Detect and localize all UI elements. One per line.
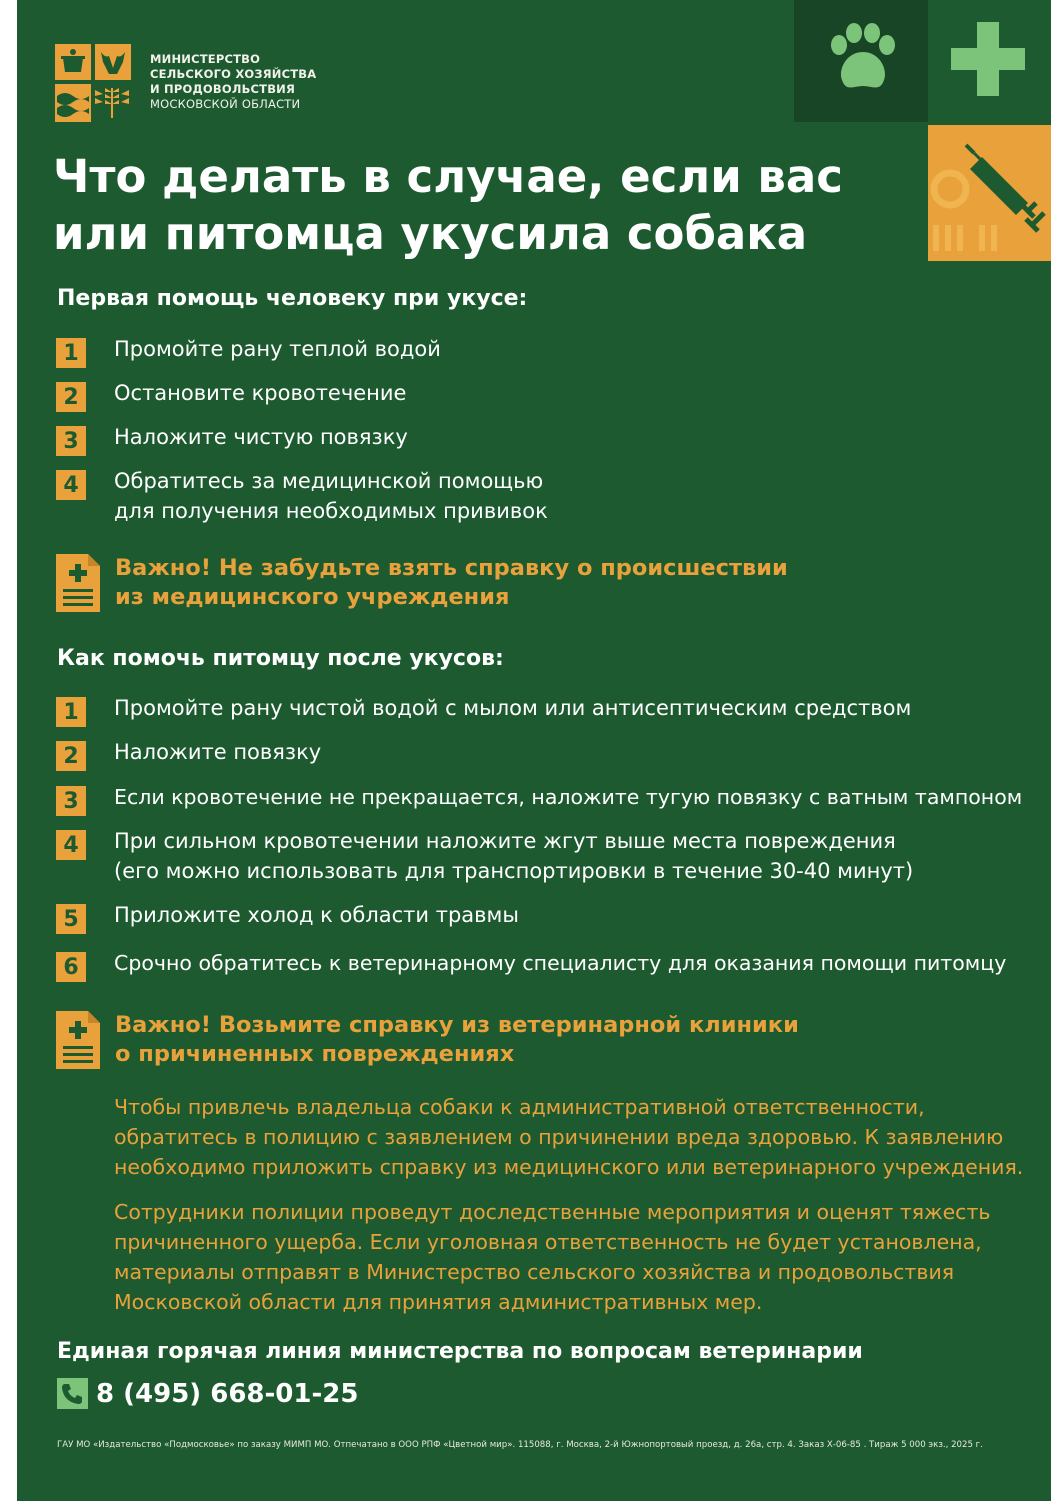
step-number: 4 bbox=[56, 470, 86, 500]
step-text: Если кровотечение не прекращается, наложите тугую повязку с ватным тампоном bbox=[114, 785, 1023, 809]
step-text: Наложите чистую повязку bbox=[114, 425, 408, 449]
title-line: Что делать в случае, если вас bbox=[53, 150, 843, 203]
ministry-logo bbox=[55, 44, 131, 122]
step-text: Обратитесь за медицинской помощью для получения необходимых прививок bbox=[114, 469, 548, 523]
step-text: Промойте рану теплой водой bbox=[114, 337, 441, 361]
step-number: 6 bbox=[56, 952, 86, 982]
list-item bbox=[56, 952, 1006, 982]
step-number: 1 bbox=[56, 697, 86, 727]
list-item bbox=[56, 786, 1022, 816]
hotline-phone[interactable]: 8 (495) 668-01-25 bbox=[96, 1378, 359, 1409]
list-item bbox=[56, 382, 406, 412]
paw-icon bbox=[794, 0, 928, 122]
step-text: Срочно обратитесь к ветеринарному специалисту для оказания помощи питомцу bbox=[114, 951, 1007, 975]
step-number: 4 bbox=[56, 830, 86, 860]
important-note bbox=[56, 554, 788, 612]
ministry-name bbox=[150, 52, 316, 112]
step-number: 1 bbox=[56, 338, 86, 368]
important-note bbox=[56, 1011, 799, 1069]
ministry-line: МИНИСТЕРСТВО bbox=[150, 52, 261, 66]
document-icon bbox=[56, 554, 100, 612]
police-paragraph: Чтобы привлечь владельца собаки к административной ответственности, обратитесь в полицию с заявлением о причинении вреда здоровью. К заявлению необходимо приложить справку из медицинского или ветеринарного учреждения. bbox=[114, 1095, 1024, 1179]
phone-row bbox=[57, 1378, 358, 1409]
step-text: Приложите холод к области травмы bbox=[114, 903, 519, 927]
step-number: 3 bbox=[56, 426, 86, 456]
poster bbox=[17, 0, 1051, 1501]
list-item bbox=[56, 426, 408, 456]
phone-icon bbox=[57, 1378, 88, 1409]
list-item bbox=[56, 741, 321, 771]
syringe-tile bbox=[928, 125, 1051, 261]
step-text: Промойте рану чистой водой с мылом или антисептическим средством bbox=[114, 696, 912, 720]
list-item bbox=[56, 697, 911, 727]
page-title bbox=[53, 148, 873, 262]
step-number: 2 bbox=[56, 741, 86, 771]
ministry-line: МОСКОВСКОЙ ОБЛАСТИ bbox=[150, 97, 301, 111]
hotline-title: Единая горячая линия министерства по вопросам ветеринарии bbox=[57, 1339, 863, 1364]
note-text: Важно! Возьмите справку из ветеринарной клиники о причиненных повреждениях bbox=[115, 1012, 799, 1067]
ministry-line: СЕЛЬСКОГО ХОЗЯЙСТВА bbox=[150, 67, 317, 81]
step-text: Остановите кровотечение bbox=[114, 381, 407, 405]
step-text: Наложите повязку bbox=[114, 740, 322, 764]
paw-tile bbox=[794, 0, 928, 122]
step-number: 3 bbox=[56, 786, 86, 816]
list-item bbox=[56, 830, 913, 886]
cross-icon bbox=[928, 0, 1051, 122]
section-pet-title: Как помочь питомцу после укусов: bbox=[57, 646, 504, 671]
police-paragraph: Сотрудники полиции проведут доследственные мероприятия и оценят тяжесть причиненного ущерба. Если уголовная ответственность не будет установлена, материалы отправят в Министерство сельского хозяйства и продовольствия Московской области для принятия административных мер. bbox=[114, 1200, 991, 1314]
step-number: 2 bbox=[56, 382, 86, 412]
step-text: При сильном кровотечении наложите жгут выше места повреждения (его можно использовать для транспортировки в течение 30-40 минут) bbox=[114, 829, 914, 883]
cross-tile bbox=[928, 0, 1051, 122]
section-human-title: Первая помощь человеку при укусе: bbox=[57, 286, 528, 311]
list-item bbox=[56, 904, 519, 934]
title-line: или питомца укусила собака bbox=[53, 207, 808, 260]
imprint: ГАУ МО «Издательство «Подмосковье» по заказу МИМП МО. Отпечатано в ООО РПФ «Цветной мир». 115088, г. Москва, 2-й Южнопортовый проезд, д. 26а, стр. 4. Заказ Х-06-85 . Тираж 5 000 экз., 2025 г. bbox=[57, 1440, 983, 1450]
syringe-icon bbox=[928, 125, 1051, 261]
note-text: Важно! Не забудьте взять справку о происшествии из медицинского учреждения bbox=[115, 555, 788, 610]
document-icon bbox=[56, 1011, 100, 1069]
list-item bbox=[56, 338, 441, 368]
step-number: 5 bbox=[56, 904, 86, 934]
list-item bbox=[56, 470, 548, 526]
ministry-line: И ПРОДОВОЛЬСТВИЯ bbox=[150, 82, 296, 96]
